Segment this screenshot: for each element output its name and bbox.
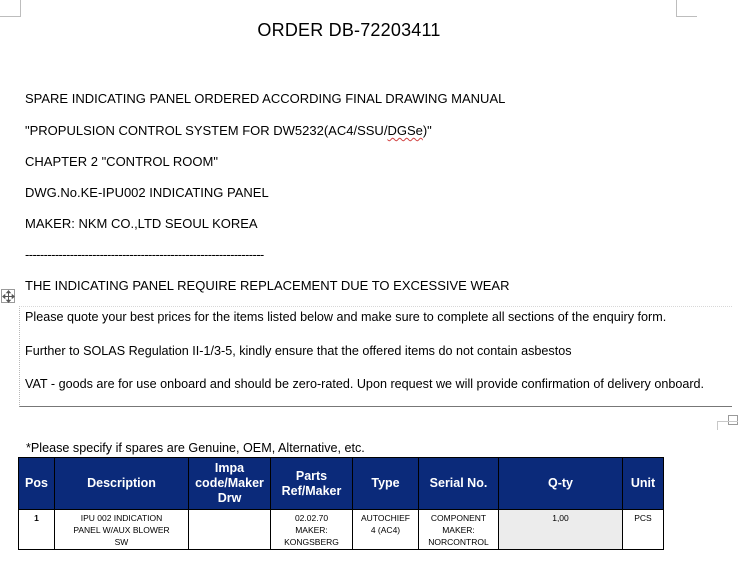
cell-qty[interactable]: 1,00 xyxy=(499,510,623,550)
cell-serial xyxy=(419,510,499,550)
move-arrows-icon xyxy=(2,290,15,303)
cell-description xyxy=(55,510,189,550)
desc-line-2: PANEL W/AUX BLOWER xyxy=(73,525,170,535)
header-parts-line-2: Ref/Maker xyxy=(281,483,342,498)
page-corner-mark-left xyxy=(0,0,21,17)
order-line-2-pre: "PROPULSION CONTROL SYSTEM FOR DW5232(AC4/SSU/ xyxy=(25,123,388,138)
desc-line-3: SW xyxy=(114,537,129,547)
order-line-6: THE INDICATING PANEL REQUIRE REPLACEMENT DUE TO EXCESSIVE WEAR xyxy=(25,278,510,293)
type-line-1: AUTOCHIEF xyxy=(361,513,410,523)
header-qty: Q-ty xyxy=(499,458,623,510)
table-header-row xyxy=(19,458,664,510)
header-unit: Unit xyxy=(623,458,664,510)
cell-unit: PCS xyxy=(623,510,664,550)
notice-paragraph-2: Further to SOLAS Regulation II-1/3-5, kindly ensure that the offered items do not contain asbestos xyxy=(25,344,572,358)
table-move-handle[interactable] xyxy=(1,289,15,303)
order-line-5: MAKER: NKM CO.,LTD SEOUL KOREA xyxy=(25,216,258,231)
serial-line-1: COMPONENT xyxy=(430,513,487,523)
page-corner-mark-right xyxy=(676,0,697,17)
order-line-4: DWG.No.KE-IPU002 INDICATING PANEL xyxy=(25,185,269,200)
header-impa-line-2: code/Maker xyxy=(195,476,264,490)
order-line-3: CHAPTER 2 "CONTROL ROOM" xyxy=(25,154,218,169)
divider-line: ---------------------------------------------------------------- xyxy=(25,247,264,262)
table-row xyxy=(19,510,664,550)
serial-line-3: NORCONTROL xyxy=(428,537,489,547)
spellcheck-word[interactable]: DGSe xyxy=(387,123,423,138)
cell-pos: 1 xyxy=(19,510,55,550)
serial-line-2: MAKER: xyxy=(442,525,475,535)
parts-line-3: KONGSBERG xyxy=(284,537,339,547)
order-line-2-post: )" xyxy=(422,123,432,138)
header-parts-line-1: Parts xyxy=(295,468,328,483)
header-serial: Serial No. xyxy=(419,458,499,510)
header-parts xyxy=(271,458,353,510)
page-edge-mark xyxy=(717,421,738,430)
parts-line-1: 02.02.70 xyxy=(294,513,329,523)
header-impa-line-1: Impa xyxy=(214,461,245,475)
cell-impa[interactable] xyxy=(189,510,271,550)
notice-paragraph-3: VAT - goods are for use onboard and should be zero-rated. Upon request we will provide confirmation of delivery onboard. xyxy=(25,377,705,391)
order-title: ORDER DB-72203411 xyxy=(257,20,441,40)
order-line-1: SPARE INDICATING PANEL ORDERED ACCORDING FINAL DRAWING MANUAL xyxy=(25,91,506,106)
header-impa xyxy=(189,458,271,510)
header-impa-line-3: Drw xyxy=(217,491,242,505)
cell-parts xyxy=(271,510,353,550)
cell-type xyxy=(353,510,419,550)
desc-line-1: IPU 002 INDICATION xyxy=(80,513,163,523)
spares-note: *Please specify if spares are Genuine, OEM, Alternative, etc. xyxy=(26,441,365,455)
order-line-2 xyxy=(25,123,432,138)
header-pos: Pos xyxy=(19,458,55,510)
notice-paragraph-1: Please quote your best prices for the items listed below and make sure to complete all sections of the enquiry form. xyxy=(25,310,667,324)
header-type: Type xyxy=(353,458,419,510)
header-description: Description xyxy=(55,458,189,510)
enquiry-notice-box xyxy=(19,306,732,407)
spares-table xyxy=(18,457,664,550)
parts-line-2: MAKER: xyxy=(295,525,328,535)
type-line-2: 4 (AC4) xyxy=(370,525,401,535)
